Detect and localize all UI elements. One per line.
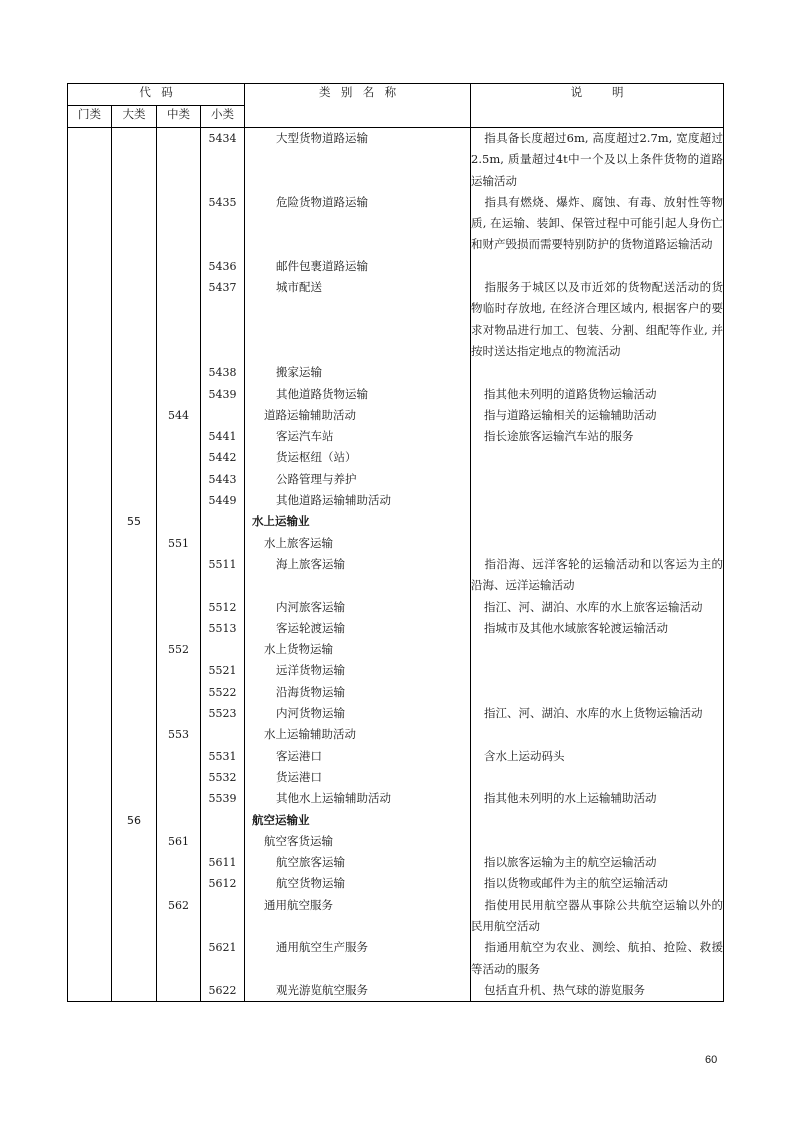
description-text: 指其他未列明的道路货物运输活动 xyxy=(484,386,657,401)
big-code xyxy=(112,128,157,192)
mid-code: 544 xyxy=(157,405,201,426)
description-text: 指以货物或邮件为主的航空运输活动 xyxy=(484,876,669,891)
category-name: 搬家运输 xyxy=(245,362,471,383)
small-code xyxy=(201,810,245,831)
category-description xyxy=(471,639,724,660)
door-code xyxy=(68,554,112,597)
big-code xyxy=(112,384,157,405)
mid-code xyxy=(157,511,201,532)
small-code: 5521 xyxy=(201,660,245,681)
small-code xyxy=(201,405,245,426)
door-code xyxy=(68,362,112,383)
door-code xyxy=(68,852,112,873)
mid-code xyxy=(157,256,201,277)
mid-code xyxy=(157,597,201,618)
table-row xyxy=(68,618,724,639)
category-name: 货运港口 xyxy=(245,767,471,788)
big-code xyxy=(112,937,157,980)
category-description xyxy=(471,597,724,618)
table-row xyxy=(68,469,724,490)
table-row xyxy=(68,639,724,660)
small-code xyxy=(201,895,245,938)
mid-code: 551 xyxy=(157,533,201,554)
door-code xyxy=(68,937,112,980)
category-name: 远洋货物运输 xyxy=(245,660,471,681)
category-description xyxy=(471,937,724,980)
category-description xyxy=(471,788,724,809)
description-text: 指通用航空为农业、测绘、航拍、抢险、救援等活动的服务 xyxy=(471,940,724,976)
table-row xyxy=(68,511,724,532)
door-code xyxy=(68,810,112,831)
mid-code xyxy=(157,852,201,873)
small-code xyxy=(201,533,245,554)
description-text: 指其他未列明的水上运输辅助活动 xyxy=(484,791,657,806)
big-code xyxy=(112,682,157,703)
table-row xyxy=(68,533,724,554)
door-code xyxy=(68,788,112,809)
category-description xyxy=(471,384,724,405)
big-code xyxy=(112,597,157,618)
table-row xyxy=(68,384,724,405)
mid-code xyxy=(157,682,201,703)
door-code xyxy=(68,831,112,852)
mid-code: 561 xyxy=(157,831,201,852)
small-code: 5612 xyxy=(201,873,245,894)
small-code xyxy=(201,639,245,660)
door-code xyxy=(68,426,112,447)
big-code xyxy=(112,554,157,597)
category-description xyxy=(471,618,724,639)
small-code: 5511 xyxy=(201,554,245,597)
description-text: 指服务于城区以及市近郊的货物配送活动的货物临时存放地, 在经济合理区域内, 根据客户的要求对物品进行加工、包装、分割、组配等作业, 并按时送达指定地点的物流活动 xyxy=(471,280,724,358)
category-description xyxy=(471,895,724,938)
category-name: 内河旅客运输 xyxy=(245,597,471,618)
small-header: 小类 xyxy=(201,106,245,128)
table-row xyxy=(68,980,724,1002)
category-description xyxy=(471,256,724,277)
small-code: 5442 xyxy=(201,447,245,468)
small-code: 5523 xyxy=(201,703,245,724)
category-description xyxy=(471,405,724,426)
category-name: 城市配送 xyxy=(245,277,471,362)
table-row xyxy=(68,597,724,618)
category-name: 客运轮渡运输 xyxy=(245,618,471,639)
mid-code xyxy=(157,980,201,1002)
description-text: 指以旅客运输为主的航空运输活动 xyxy=(484,855,657,870)
door-header: 门类 xyxy=(68,106,112,128)
big-code xyxy=(112,703,157,724)
mid-code xyxy=(157,277,201,362)
big-header: 大类 xyxy=(112,106,157,128)
table-row xyxy=(68,256,724,277)
table-row xyxy=(68,405,724,426)
table-row xyxy=(68,873,724,894)
category-description xyxy=(471,724,724,745)
small-code: 5621 xyxy=(201,937,245,980)
category-description xyxy=(471,469,724,490)
table-row xyxy=(68,192,724,256)
big-code xyxy=(112,447,157,468)
small-code: 5531 xyxy=(201,746,245,767)
table-row xyxy=(68,810,724,831)
table-row xyxy=(68,362,724,383)
category-name: 邮件包裹道路运输 xyxy=(245,256,471,277)
category-description xyxy=(471,128,724,192)
door-code xyxy=(68,660,112,681)
name-header: 类别名称 xyxy=(245,84,471,128)
description-text: 含水上运动码头 xyxy=(484,748,565,763)
table-row xyxy=(68,767,724,788)
category-description xyxy=(471,447,724,468)
small-code: 5449 xyxy=(201,490,245,511)
category-name: 通用航空生产服务 xyxy=(245,937,471,980)
category-name: 航空运输业 xyxy=(245,810,471,831)
description-text: 指沿海、远洋客轮的运输活动和以客运为主的沿海、远洋运输活动 xyxy=(471,556,724,593)
category-name: 其他道路运输辅助活动 xyxy=(245,490,471,511)
small-code: 5522 xyxy=(201,682,245,703)
category-name: 大型货物道路运输 xyxy=(245,128,471,192)
small-code xyxy=(201,724,245,745)
category-name: 客运港口 xyxy=(245,746,471,767)
mid-code xyxy=(157,447,201,468)
door-code xyxy=(68,767,112,788)
table-row xyxy=(68,447,724,468)
door-code xyxy=(68,746,112,767)
category-name: 水上旅客运输 xyxy=(245,533,471,554)
category-description xyxy=(471,277,724,362)
mid-code: 552 xyxy=(157,639,201,660)
small-code: 5622 xyxy=(201,980,245,1002)
big-code xyxy=(112,788,157,809)
big-code xyxy=(112,533,157,554)
description-text: 指城市及其他水域旅客轮渡运输活动 xyxy=(484,620,669,635)
big-code xyxy=(112,852,157,873)
category-name: 航空客货运输 xyxy=(245,831,471,852)
table-row xyxy=(68,660,724,681)
big-code: 56 xyxy=(112,810,157,831)
table-row xyxy=(68,831,724,852)
small-code: 5513 xyxy=(201,618,245,639)
table-row xyxy=(68,426,724,447)
door-code xyxy=(68,703,112,724)
door-code xyxy=(68,682,112,703)
mid-code xyxy=(157,192,201,256)
category-name: 内河货物运输 xyxy=(245,703,471,724)
description-text: 指具有燃烧、爆炸、腐蚀、有毒、放射性等物质, 在运输、装卸、保管过程中可能引起人身伤亡和财产毁损而需要特别防护的货物道路运输活动 xyxy=(471,194,724,252)
category-description xyxy=(471,660,724,681)
category-description xyxy=(471,873,724,894)
big-code xyxy=(112,256,157,277)
small-code: 5611 xyxy=(201,852,245,873)
small-code: 5512 xyxy=(201,597,245,618)
mid-code xyxy=(157,384,201,405)
classification-table xyxy=(67,83,724,1002)
mid-code xyxy=(157,490,201,511)
door-code xyxy=(68,597,112,618)
big-code xyxy=(112,660,157,681)
big-code xyxy=(112,469,157,490)
category-description xyxy=(471,980,724,1002)
big-code xyxy=(112,639,157,660)
table-row xyxy=(68,128,724,192)
description-text: 指与道路运输相关的运输辅助活动 xyxy=(484,407,657,422)
big-code xyxy=(112,831,157,852)
small-code: 5437 xyxy=(201,277,245,362)
big-code: 55 xyxy=(112,511,157,532)
category-name: 水上货物运输 xyxy=(245,639,471,660)
mid-code xyxy=(157,660,201,681)
mid-code xyxy=(157,362,201,383)
mid-code xyxy=(157,128,201,192)
mid-code xyxy=(157,746,201,767)
small-code: 5443 xyxy=(201,469,245,490)
category-description xyxy=(471,426,724,447)
category-name: 水上运输业 xyxy=(245,511,471,532)
table-row xyxy=(68,703,724,724)
small-code xyxy=(201,511,245,532)
category-description xyxy=(471,511,724,532)
description-text: 指具备长度超过6m, 高度超过2.7m, 宽度超过2.5m, 质量超过4t中一个及以上条件货物的道路运输活动 xyxy=(471,131,724,188)
door-code xyxy=(68,639,112,660)
big-code xyxy=(112,277,157,362)
desc-header: 说明 xyxy=(471,84,724,128)
category-name: 其他水上运输辅助活动 xyxy=(245,788,471,809)
mid-code xyxy=(157,873,201,894)
door-code xyxy=(68,277,112,362)
category-description xyxy=(471,490,724,511)
mid-header: 中类 xyxy=(157,106,201,128)
table-row xyxy=(68,746,724,767)
category-name: 其他道路货物运输 xyxy=(245,384,471,405)
category-name: 航空货物运输 xyxy=(245,873,471,894)
mid-code xyxy=(157,767,201,788)
table-row xyxy=(68,724,724,745)
category-description xyxy=(471,767,724,788)
big-code xyxy=(112,490,157,511)
mid-code xyxy=(157,810,201,831)
big-code xyxy=(112,192,157,256)
small-code: 5532 xyxy=(201,767,245,788)
category-name: 道路运输辅助活动 xyxy=(245,405,471,426)
big-code xyxy=(112,618,157,639)
small-code: 5439 xyxy=(201,384,245,405)
table-row xyxy=(68,554,724,597)
door-code xyxy=(68,873,112,894)
mid-code: 553 xyxy=(157,724,201,745)
mid-code xyxy=(157,618,201,639)
table-row xyxy=(68,788,724,809)
big-code xyxy=(112,873,157,894)
mid-code xyxy=(157,937,201,980)
small-code: 5435 xyxy=(201,192,245,256)
table-row xyxy=(68,895,724,938)
code-header: 代码 xyxy=(68,84,245,106)
description-text: 指长途旅客运输汽车站的服务 xyxy=(484,429,634,444)
mid-code xyxy=(157,703,201,724)
big-code xyxy=(112,980,157,1002)
door-code xyxy=(68,533,112,554)
small-code: 5438 xyxy=(201,362,245,383)
category-name: 水上运输辅助活动 xyxy=(245,724,471,745)
door-code xyxy=(68,724,112,745)
category-description xyxy=(471,852,724,873)
category-description xyxy=(471,554,724,597)
big-code xyxy=(112,405,157,426)
big-code xyxy=(112,746,157,767)
description-text: 包括直升机、热气球的游览服务 xyxy=(484,982,646,997)
category-description xyxy=(471,533,724,554)
category-description xyxy=(471,746,724,767)
category-name: 公路管理与养护 xyxy=(245,469,471,490)
door-code xyxy=(68,128,112,192)
description-text: 指江、河、湖泊、水库的水上货物运输活动 xyxy=(484,706,703,721)
category-description xyxy=(471,831,724,852)
small-code: 5434 xyxy=(201,128,245,192)
big-code xyxy=(112,767,157,788)
table-row xyxy=(68,277,724,362)
mid-code xyxy=(157,554,201,597)
mid-code: 562 xyxy=(157,895,201,938)
category-name: 沿海货物运输 xyxy=(245,682,471,703)
big-code xyxy=(112,895,157,938)
category-name: 危险货物道路运输 xyxy=(245,192,471,256)
big-code xyxy=(112,362,157,383)
category-name: 通用航空服务 xyxy=(245,895,471,938)
small-code: 5441 xyxy=(201,426,245,447)
door-code xyxy=(68,618,112,639)
table-row xyxy=(68,937,724,980)
category-description xyxy=(471,192,724,256)
small-code: 5539 xyxy=(201,788,245,809)
description-text: 指江、河、湖泊、水库的水上旅客运输活动 xyxy=(484,599,703,614)
category-name: 客运汽车站 xyxy=(245,426,471,447)
category-name: 海上旅客运输 xyxy=(245,554,471,597)
door-code xyxy=(68,895,112,938)
small-code: 5436 xyxy=(201,256,245,277)
category-name: 航空旅客运输 xyxy=(245,852,471,873)
description-text: 指使用民用航空器从事除公共航空运输以外的民用航空活动 xyxy=(471,897,724,933)
category-description xyxy=(471,810,724,831)
door-code xyxy=(68,490,112,511)
category-description xyxy=(471,703,724,724)
door-code xyxy=(68,405,112,426)
small-code xyxy=(201,831,245,852)
big-code xyxy=(112,724,157,745)
page-number: 60 xyxy=(705,1054,718,1066)
big-code xyxy=(112,426,157,447)
mid-code xyxy=(157,469,201,490)
door-code xyxy=(68,980,112,1002)
category-name: 货运枢纽（站） xyxy=(245,447,471,468)
mid-code xyxy=(157,788,201,809)
category-name: 观光游览航空服务 xyxy=(245,980,471,1002)
door-code xyxy=(68,192,112,256)
category-description xyxy=(471,682,724,703)
mid-code xyxy=(157,426,201,447)
table-row xyxy=(68,682,724,703)
door-code xyxy=(68,469,112,490)
door-code xyxy=(68,384,112,405)
table-row xyxy=(68,490,724,511)
door-code xyxy=(68,256,112,277)
table-row xyxy=(68,852,724,873)
table-body xyxy=(68,128,724,1002)
category-description xyxy=(471,362,724,383)
door-code xyxy=(68,511,112,532)
door-code xyxy=(68,447,112,468)
